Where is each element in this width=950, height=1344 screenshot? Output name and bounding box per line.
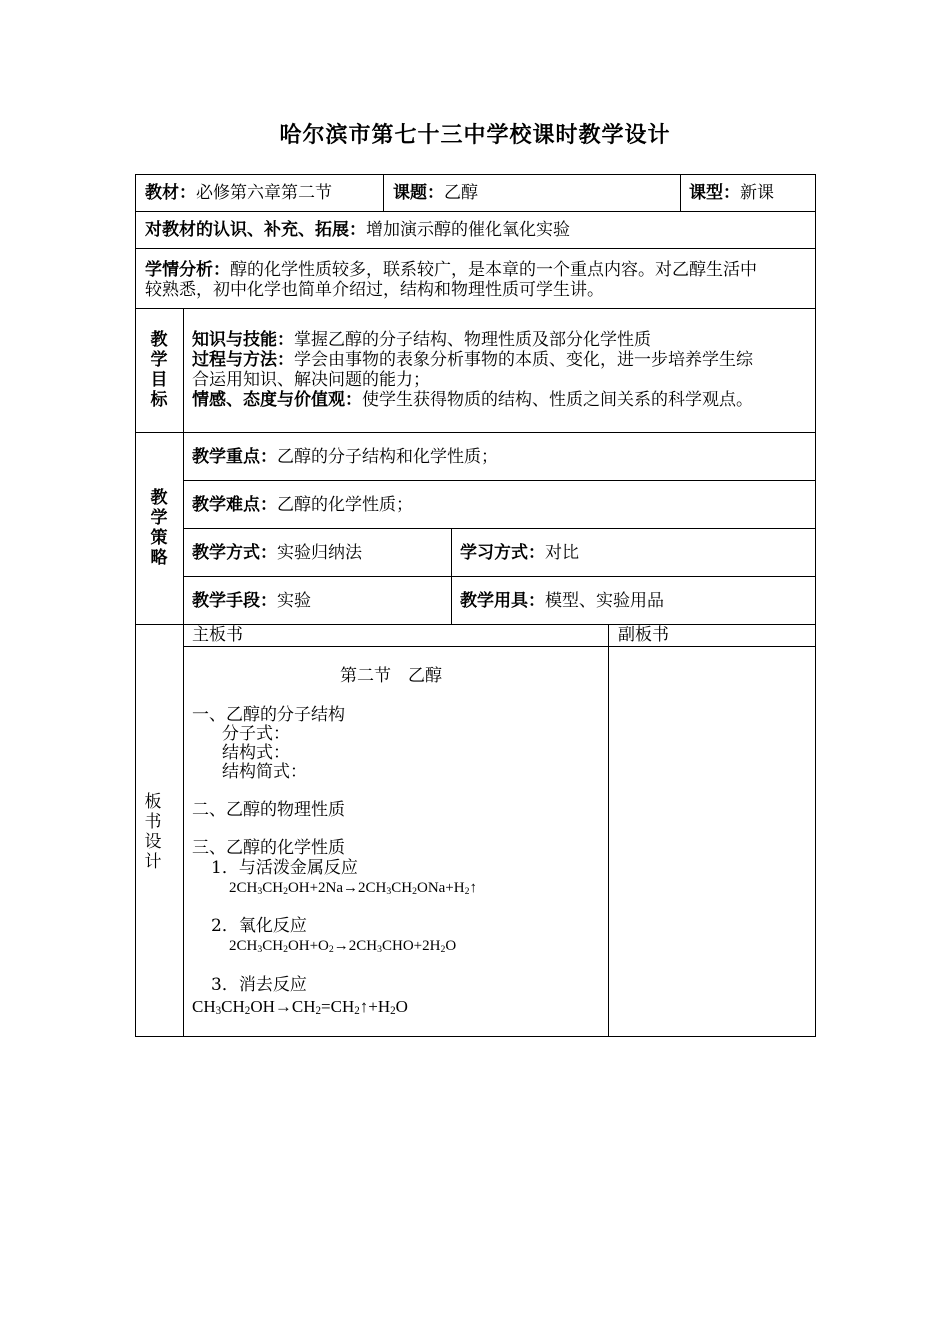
textbook-extension-label: 对教材的认识、补充、拓展：: [145, 220, 366, 240]
emotion-label: 情感、态度与价值观：: [192, 390, 362, 410]
strategy-side-char: 策: [150, 528, 168, 548]
key-value: 乙醇的分子结构和化学性质；: [277, 447, 498, 467]
goals-side-char: 标: [150, 390, 168, 410]
type-cell: [689, 183, 774, 203]
board-side-char: 设: [144, 832, 162, 852]
method-label: 教学方式：: [192, 543, 277, 563]
physical-properties-heading: 二、乙醇的物理性质: [192, 800, 345, 820]
teaching-means: [192, 591, 311, 611]
main-board-header: 主板书: [192, 625, 243, 645]
reaction-2-equation: $2CH_3CH_2OH+O_2\to 2CH_3CHO+2H_2O$: [229, 938, 457, 955]
strategy-side-char: 学: [150, 508, 168, 528]
process-goal-cont: 合运用知识、解决问题的能力；: [192, 370, 430, 390]
process-goal: [192, 350, 753, 370]
textbook-extension-cell: [145, 220, 570, 240]
goals-side-char: 目: [150, 370, 168, 390]
emotion-goal: [192, 390, 753, 410]
chemical-properties-heading: 三、乙醇的化学性质: [192, 838, 345, 858]
type-label: 课型：: [689, 183, 740, 203]
goals-side-char: 教: [150, 330, 168, 350]
study-value: 对比: [545, 543, 579, 563]
student-analysis-line-1: [145, 260, 757, 280]
goals-side-char: 学: [150, 350, 168, 370]
student-analysis-line-2: 较熟悉，初中化学也简单介绍过，结构和物理性质可学生讲。: [145, 280, 604, 300]
lesson-plan-table: [135, 174, 816, 1037]
structural-formula-label: 结构式：: [222, 743, 290, 763]
strategy-side-char: 略: [150, 548, 168, 568]
tools-value: 模型、实验用品: [545, 591, 664, 611]
reaction-2-title: 2．氧化反应: [211, 916, 307, 936]
topic-label: 课题：: [393, 183, 444, 203]
tools-label: 教学用具：: [460, 591, 545, 611]
student-analysis-label: 学情分析：: [145, 260, 230, 280]
material-label: 教材：: [145, 183, 196, 203]
strategy-side-char: 教: [150, 488, 168, 508]
reaction-3-title: 3．消去反应: [211, 975, 307, 995]
process-value-1: 学会由事物的表象分析事物的本质、变化，进一步培养学生综: [294, 350, 753, 370]
section-title: 第二节 乙醇: [340, 666, 442, 686]
knowledge-goal: [192, 330, 651, 350]
material-cell: [145, 183, 332, 203]
reaction-3-equation: $CH_3CH_2OH\to CH_2=CH_2↑+H_2O$: [192, 997, 408, 1018]
difficulty-value: 乙醇的化学性质；: [277, 495, 413, 515]
study-label: 学习方式：: [460, 543, 545, 563]
reaction-1-equation: $2CH_3CH_2OH+2Na\to 2CH_3CH_2ONa+H_2↑$: [229, 880, 477, 897]
textbook-extension-value: 增加演示醇的催化氧化实验: [366, 220, 570, 240]
topic-cell: [393, 183, 478, 203]
type-value: 新课: [740, 183, 774, 203]
key-label: 教学重点：: [192, 447, 277, 467]
study-method: [460, 543, 579, 563]
teaching-key-point: [192, 447, 498, 467]
sub-board-header: 副板书: [618, 625, 669, 645]
topic-value: 乙醇: [444, 183, 478, 203]
structure-heading: 一、乙醇的分子结构: [192, 705, 345, 725]
student-analysis-text-1: 醇的化学性质较多，联系较广，是本章的一个重点内容。对乙醇生活中: [230, 260, 757, 280]
molecular-formula-label: 分子式：: [222, 724, 290, 744]
knowledge-label: 知识与技能：: [192, 330, 294, 350]
board-side-char: 书: [144, 812, 162, 832]
emotion-value: 使学生获得物质的结构、性质之间关系的科学观点。: [362, 390, 753, 410]
process-label: 过程与方法：: [192, 350, 294, 370]
knowledge-value: 掌握乙醇的分子结构、物理性质及部分化学性质: [294, 330, 651, 350]
means-value: 实验: [277, 591, 311, 611]
teaching-method: [192, 543, 362, 563]
method-value: 实验归纳法: [277, 543, 362, 563]
reaction-1-title: 1．与活泼金属反应: [211, 858, 358, 878]
material-value: 必修第六章第二节: [196, 183, 332, 203]
board-side-char: 板: [144, 792, 162, 812]
board-side-char: 计: [144, 852, 162, 872]
condensed-formula-label: 结构简式：: [222, 762, 307, 782]
means-label: 教学手段：: [192, 591, 277, 611]
teaching-difficulty: [192, 495, 413, 515]
teaching-tools: [460, 591, 664, 611]
difficulty-label: 教学难点：: [192, 495, 277, 515]
page-title: 哈尔滨市第七十三中学校课时教学设计: [279, 123, 671, 148]
